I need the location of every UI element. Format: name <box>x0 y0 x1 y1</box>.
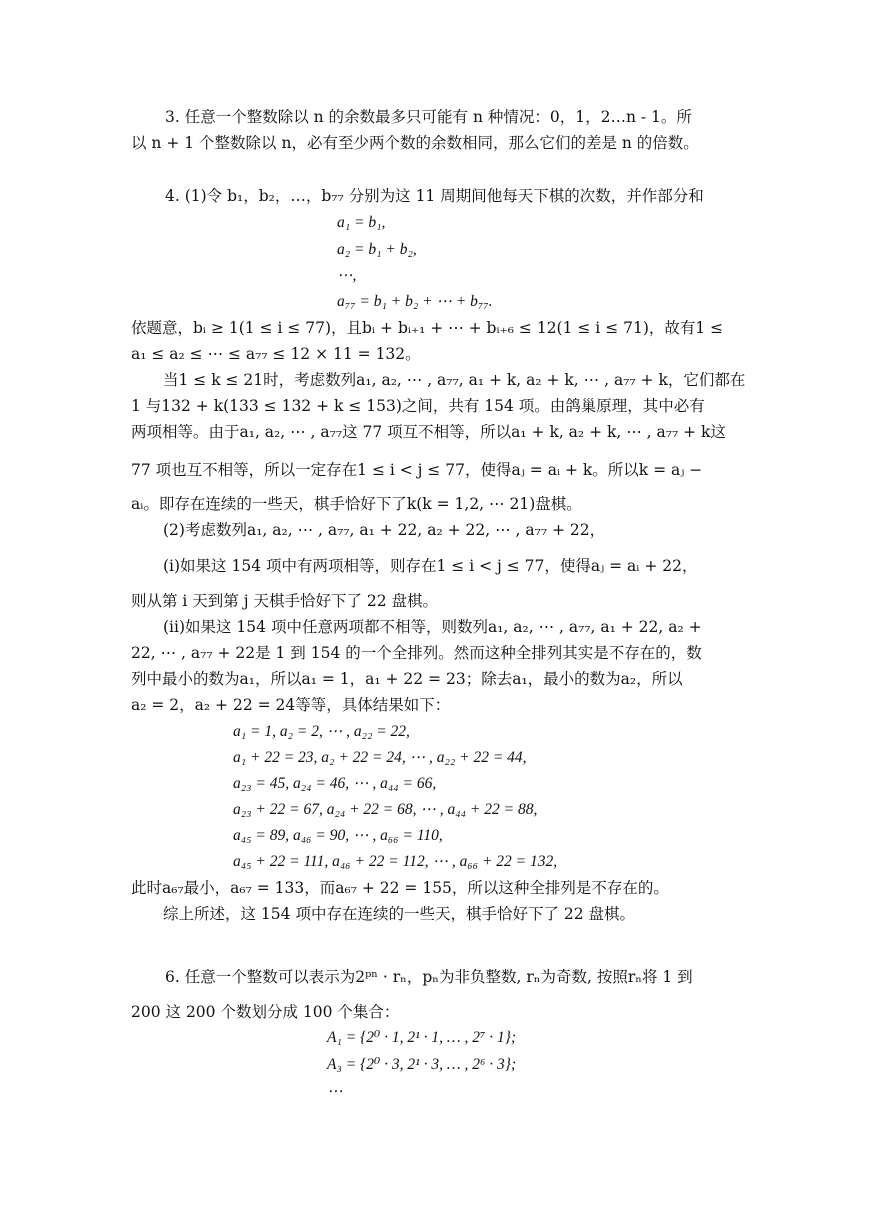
para-4-case-ii-line-4: a₂ = 2，a₂ + 22 = 24等等，具体结果如下： <box>131 696 451 714</box>
set-a1-equation: A₁ = {2⁰ · 1, 2¹ · 1, … , 2⁷ · 1}; <box>327 1029 517 1046</box>
para-3-line-2: 以 n + 1 个整数除以 n，必有至少两个数的余数相同，那么它们的差是 n 的倍数。 <box>131 134 699 152</box>
result-equation-5: a₄₅ = 89, a₄₆ = 90, ⋯ , a₆₆ = 110, <box>233 827 443 844</box>
para-4-case-k-line-4: 77 项也互不相等，所以一定存在1 ≤ i < j ≤ 77，使得aⱼ = aᵢ + k。所以k = aⱼ − <box>131 461 703 479</box>
para-4-case-ii-line-2: 22, ⋯ , a₇₇ + 22是 1 到 154 的一个全排列。然而这种全排列其实是不存在的，数 <box>131 644 702 662</box>
result-equation-4: a₂₃ + 22 = 67, a₂₄ + 22 = 68, ⋯ , a₄₄ + 22 = 88, <box>233 801 538 818</box>
para-4-case-ii-line-1: (ii)如果这 154 项中任意两项都不相等，则数列a₁, a₂, ⋯ , a₇₇, a₁ + 22, a₂ + <box>163 618 702 636</box>
para-4-conclusion-line-2: 综上所述，这 154 项中存在连续的一些天，棋手恰好下了 22 盘棋。 <box>163 905 636 923</box>
para-4-part-2: (2)考虑数列a₁, a₂, ⋯ , a₇₇, a₁ + 22, a₂ + 22, ⋯ , a₇₇ + 22， <box>163 521 606 539</box>
result-equation-1: a₁ = 1, a₂ = 2, ⋯ , a₂₂ = 22, <box>233 723 410 740</box>
equation-ellipsis: ⋯, <box>337 267 357 284</box>
para-4-case-i-line-1: (i)如果这 154 项中有两项相等，则存在1 ≤ i < j ≤ 77，使得aⱼ = aᵢ + 22， <box>163 557 698 575</box>
para-4-case-k-line-1: 当1 ≤ k ≤ 21时，考虑数列a₁, a₂, ⋯ , a₇₇, a₁ + k, a₂ + k, ⋯ , a₇₇ + k，它们都在 <box>163 371 746 389</box>
para-4-conclusion-line-1: 此时a₆₇最小，a₆₇ = 133，而a₆₇ + 22 = 155，所以这种全排列是不存在的。 <box>131 879 669 897</box>
para-4-condition-line-1: 依题意，bᵢ ≥ 1(1 ≤ i ≤ 77)，且bᵢ + bᵢ₊₁ + ⋯ + bᵢ₊₆ ≤ 12(1 ≤ i ≤ 71)，故有1 ≤ <box>131 319 724 337</box>
para-4-intro: 4. (1)令 b₁，b₂，…，b₇₇ 分别为这 11 周期间他每天下棋的次数，并作部分和 <box>165 187 704 205</box>
result-equation-6: a₄₅ + 22 = 111, a₄₆ + 22 = 112, ⋯ , a₆₆ + 22 = 132, <box>233 853 558 870</box>
para-4-case-i-line-2: 则从第 i 天到第 j 天棋手恰好下了 22 盘棋。 <box>131 592 439 610</box>
para-6-line-2: 200 这 200 个数划分成 100 个集合： <box>131 1003 400 1021</box>
set-ellipsis: ⋯ <box>327 1083 343 1100</box>
para-4-case-k-line-3: 两项相等。由于a₁, a₂, ⋯ , a₇₇这 77 项互不相等，所以a₁ + k, a₂ + k, ⋯ , a₇₇ + k这 <box>131 423 726 441</box>
set-a3-equation: A₃ = {2⁰ · 3, 2¹ · 3, … , 2⁶ · 3}; <box>327 1056 517 1073</box>
equation-a2: a₂ = b₁ + b₂, <box>337 241 417 258</box>
para-4-case-k-line-5: aᵢ。即存在连续的一些天，棋手恰好下了k(k = 1,2, ⋯ 21)盘棋。 <box>131 495 582 513</box>
para-4-condition-line-2: a₁ ≤ a₂ ≤ ⋯ ≤ a₇₇ ≤ 12 × 11 = 132。 <box>131 345 421 363</box>
para-4-case-ii-line-3: 列中最小的数为a₁，所以a₁ = 1，a₁ + 22 = 23；除去a₁，最小的数为a₂，所以 <box>131 670 683 688</box>
result-equation-3: a₂₃ = 45, a₂₄ = 46, ⋯ , a₄₄ = 66, <box>233 775 437 792</box>
para-3-line-1: 3. 任意一个整数除以 n 的余数最多只可能有 n 种情况：0，1，2…n - 1。所 <box>165 108 692 126</box>
result-equation-2: a₁ + 22 = 23, a₂ + 22 = 24, ⋯ , a₂₂ + 22 = 44, <box>233 749 527 766</box>
para-6-line-1: 6. 任意一个整数可以表示为2ᵖⁿ · rₙ，pₙ为非负整数, rₙ为奇数, 按照rₙ将 1 到 <box>165 968 693 986</box>
equation-a1: a₁ = b₁, <box>337 214 386 231</box>
para-4-case-k-line-2: 1 与132 + k(133 ≤ 132 + k ≤ 153)之间，共有 154 项。由鸽巢原理，其中必有 <box>131 397 705 415</box>
equation-a77: a₇₇ = b₁ + b₂ + ⋯ + b₇₇. <box>337 293 493 310</box>
